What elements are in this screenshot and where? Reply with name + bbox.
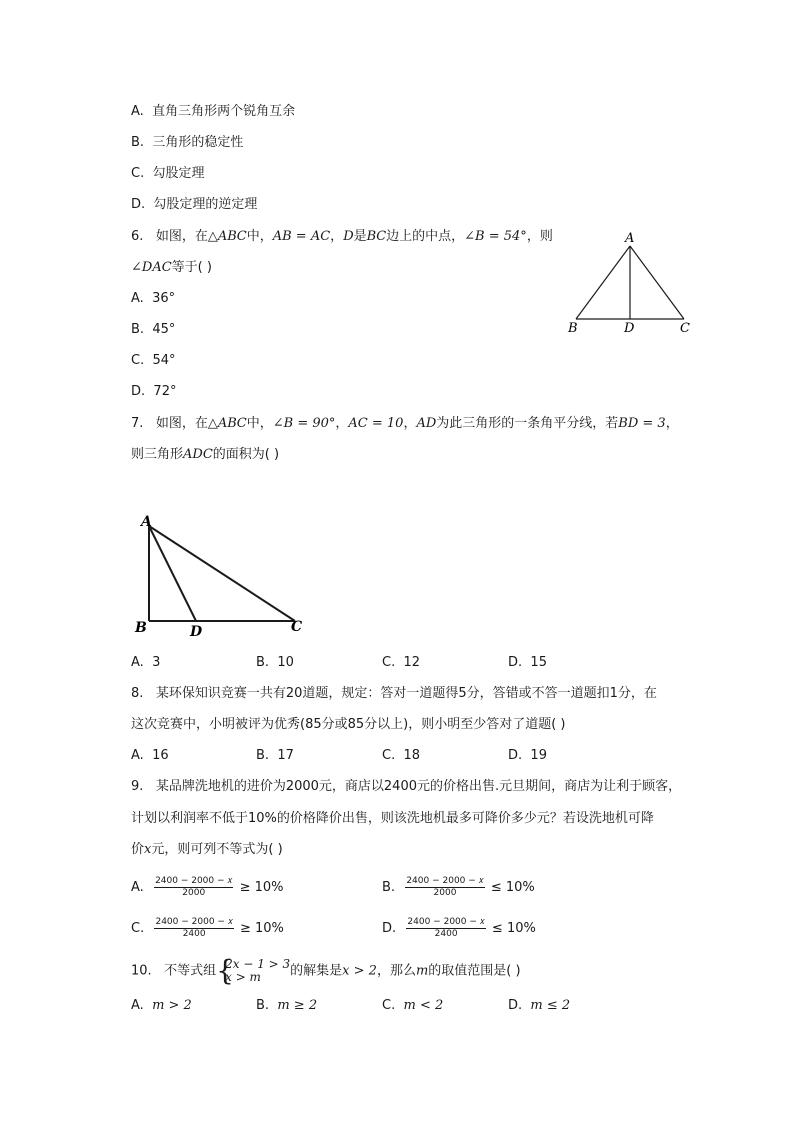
q8-option-c: C. 18 — [382, 748, 421, 763]
q8-number: 8. — [131, 686, 144, 701]
q9-stem-line3: 价𝑥元，则可列不等式为( ) — [131, 842, 283, 857]
q6-option-d: D. 72° — [131, 384, 177, 399]
q6-label-a: A — [625, 231, 635, 246]
q6-label-d: D — [624, 321, 635, 336]
q5-option-d: D. 勾股定理的逆定理 — [131, 197, 258, 212]
q6-stem-line2: ∠𝐷𝐴𝐶等于( ) — [131, 260, 212, 275]
q7-label-c: C — [291, 619, 303, 635]
q6-label-b: B — [568, 321, 578, 336]
q8-stem-line2: 这次竞赛中，小明被评为优秀(85分或85分以上)，则小明至少答对了道题( ) — [131, 717, 566, 732]
q9-option-b: B. $\frac{\text{2400 − 2000 − 𝑥}}{2000}$ ≤ 10% — [382, 876, 535, 898]
q9-option-d-fraction: $\frac{\text{2400 − 2000 − 𝑥}}{2400}$ — [407, 917, 485, 939]
q5-option-c: C. 勾股定理 — [131, 166, 205, 181]
q9-number: 9. — [131, 779, 144, 794]
q5-option-b: B. 三角形的稳定性 — [131, 135, 244, 150]
q9-option-d: D. $\frac{\text{2400 − 2000 − 𝑥}}{2400}$ ≤ 10% — [382, 917, 536, 939]
q10-number: 10. — [131, 963, 152, 979]
q10-option-b: B. 𝑚 ≥ 2 — [256, 998, 318, 1013]
q10-option-a: A. 𝑚 > 2 — [131, 998, 192, 1013]
q6-option-c: C. 54° — [131, 353, 176, 368]
q7-stem-line1: 7. 如图，在△𝐴𝐵𝐶中，∠𝐵 = 90°，𝐴𝐶 = 10，𝐴𝐷为此三角形的一条角平分线，若𝐵𝐷 = 3， — [131, 416, 679, 431]
q6-label-c: C — [680, 321, 690, 336]
q7-option-d: D. 15 — [508, 655, 547, 670]
q9-stem-line2: 计划以利润率不低于10%的价格降价出售，则该洗地机最多可降价多少元？若设洗地机可降 — [131, 811, 654, 826]
q6-option-b: B. 45° — [131, 322, 176, 337]
q7-label-d: D — [190, 624, 203, 640]
q10-brace: { — [216, 954, 234, 987]
q8-option-b: B. 17 — [256, 748, 294, 763]
q5-option-a: A. 直角三角形两个锐角互余 — [131, 104, 296, 119]
q10-option-c: C. 𝑚 < 2 — [382, 998, 444, 1013]
q9-option-c-fraction: $\frac{\text{2400 − 2000 − 𝑥}}{2400}$ — [155, 917, 233, 939]
q8-option-a: A. 16 — [131, 748, 169, 763]
q6-option-a: A. 36° — [131, 291, 176, 306]
q6-stem-line1: 6. 如图，在△𝐴𝐵𝐶中，𝐴𝐵 = 𝐴𝐶，𝐷是𝐵𝐶边上的中点，∠𝐵 = 54°，则 — [131, 229, 553, 244]
q9-option-a-fraction: $\frac{\text{2400 − 2000 − 𝑥}}{2000}$ — [155, 876, 233, 898]
q7-option-c: C. 12 — [382, 655, 421, 670]
q6-side-ab — [576, 246, 630, 319]
q9-option-c: C. $\frac{\text{2400 − 2000 − 𝑥}}{2400}$ ≥ 10% — [131, 917, 284, 939]
q10-stem: 10. 不等式组 { 2𝑥 − 1 > 3 𝑥 > 𝑚 的解集是𝑥 > 2，那么𝑚的取值范围是( ) — [131, 954, 521, 987]
q7-side-ac — [149, 526, 295, 621]
q6-side-ac — [630, 246, 684, 319]
q6-triangle-figure — [560, 228, 700, 340]
q7-option-a: A. 3 — [131, 655, 161, 670]
q10-inequality-system: { 2𝑥 − 1 > 3 𝑥 > 𝑚 — [216, 954, 291, 987]
q9-option-a: A. $\frac{\text{2400 − 2000 − 𝑥}}{2000}$ ≥ 10% — [131, 876, 284, 898]
q7-option-b: B. 10 — [256, 655, 294, 670]
q10-option-d: D. 𝑚 ≤ 2 — [508, 998, 571, 1013]
q7-stem-line2: 则三角形𝐴𝐷𝐶的面积为( ) — [131, 447, 280, 462]
q7-label-a: A — [141, 514, 152, 530]
q9-option-b-fraction: $\frac{\text{2400 − 2000 − 𝑥}}{2000}$ — [406, 876, 484, 898]
q7-label-b: B — [135, 620, 147, 636]
q7-triangle-figure — [130, 510, 310, 640]
q8-option-d: D. 19 — [508, 748, 547, 763]
q9-stem-line1: 9. 某品牌洗地机的进价为2000元，商店以2400元的价格出售.元旦期间，商店为让利于顾客， — [131, 779, 682, 794]
q7-number: 7. — [131, 416, 144, 431]
q8-stem-line1: 8. 某环保知识竞赛一共有20道题，规定：答对一道题得5分，答错或不答一道题扣1分，在 — [131, 686, 657, 701]
q6-number: 6. — [131, 229, 144, 244]
